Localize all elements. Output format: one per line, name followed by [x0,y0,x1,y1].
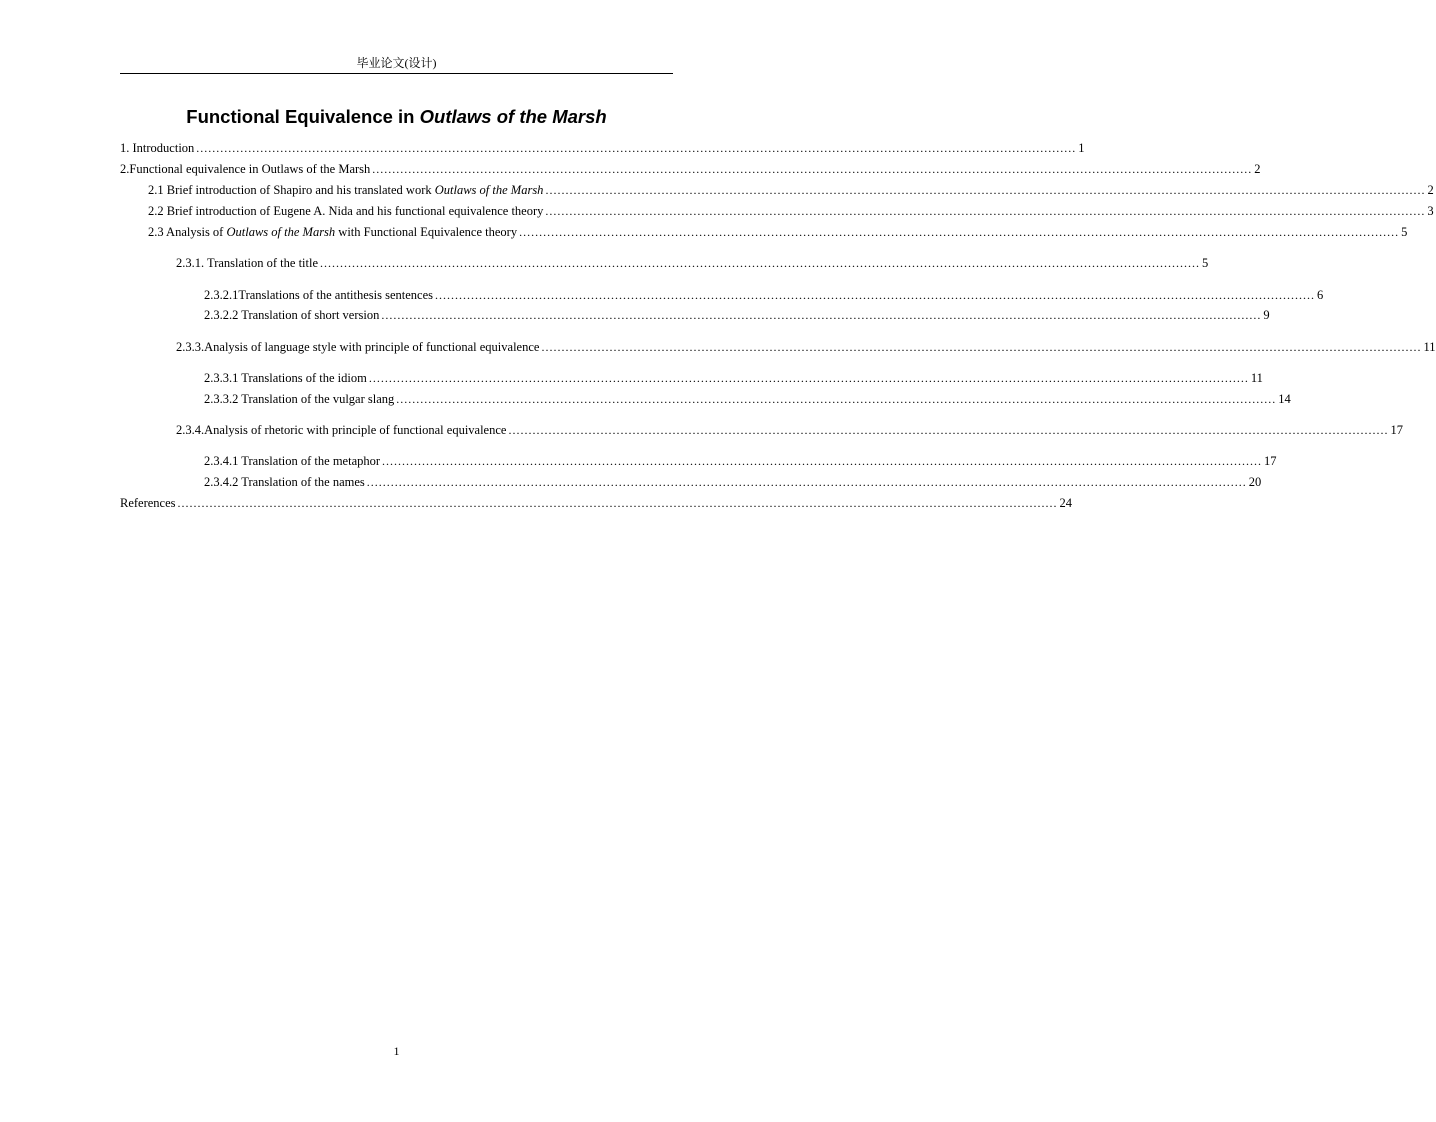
page-number-footer: 1 [393,1044,400,1058]
title-italic: Outlaws of the Marsh [419,106,607,127]
toc-entry-2-3-1[interactable] [176,255,1209,271]
toc-entry-label: 2.3.4.2 Translation of the names [204,475,365,489]
page-header: 毕业论文(设计) [356,56,437,70]
toc-entry-label: 2.2 Brief introduction of Eugene A. Nida and his functional equivalence theory [148,204,544,218]
toc-entry-label: 2.3.2.1Translations of the antithesis sentences [204,288,434,302]
toc-page-number: 9 [1263,308,1270,322]
toc-page-number: 17 [1390,423,1403,437]
toc-leader-dots: ............................................................................................................................................................................................................................ [366,475,1247,489]
toc-entry-label: 2.3.3.2 Translation of the vulgar slang [204,392,395,406]
toc-entry-italic: Outlaws of the Marsh [226,225,336,239]
toc-entry-introduction[interactable] [120,140,1085,156]
toc-entry-label: 2.3.3.1 Translations of the idiom [204,371,367,385]
toc-page-number: 5 [1401,225,1408,239]
toc-entry-label: 2.Functional equivalence in Outlaws of the Marsh [120,162,371,176]
toc-leader-dots: ............................................................................................................................................................................................................................ [320,256,1201,270]
toc-page-number: 3 [1427,204,1434,218]
toc-entry-label: 1. Introduction [120,141,195,155]
toc-entry-2-3-2-1[interactable] [204,287,1324,303]
toc-page-number: 1 [1078,141,1085,155]
toc-entry-2-2[interactable] [148,203,1434,219]
toc-page-number: 2 [1254,162,1261,176]
toc-leader-dots: ............................................................................................................................................................................................................................ [177,496,1058,510]
toc-leader-dots: ............................................................................................................................................................................................................................ [196,141,1077,155]
toc-entry-label: 2.3.4.Analysis of rhetoric with principle of functional equivalence [176,423,507,437]
document-title [120,106,673,128]
toc-entry-label: 2.3 Analysis of [148,225,227,239]
toc-leader-dots: ............................................................................................................................................................................................................................ [396,392,1277,406]
toc-entry-2-3-3-2[interactable] [204,391,1291,407]
toc-page-number: 6 [1317,288,1324,302]
toc-entry-italic: Outlaws of the Marsh [434,183,544,197]
toc-leader-dots: ............................................................................................................................................................................................................................ [545,204,1426,218]
toc-page-number: 5 [1202,256,1209,270]
toc-entry-label: 2.3.3.Analysis of language style with principle of functional equivalence [176,340,540,354]
toc-leader-dots: ............................................................................................................................................................................................................................ [368,371,1249,385]
toc-entry-references[interactable] [120,495,1073,511]
toc-leader-dots: ............................................................................................................................................................................................................................ [519,225,1400,239]
toc-page-number: 2 [1427,183,1434,197]
toc-entry-2-3-3-1[interactable] [204,370,1263,386]
toc-entry-label: References [120,496,176,510]
toc-entry-2-3[interactable] [148,224,1408,240]
toc-page-number: 11 [1423,340,1436,354]
toc-leader-dots: ............................................................................................................................................................................................................................ [541,340,1422,354]
title-main: Functional Equivalence in [186,106,420,127]
toc-leader-dots: ............................................................................................................................................................................................................................ [382,454,1263,468]
toc-leader-dots: ............................................................................................................................................................................................................................ [545,183,1426,197]
toc-entry-functional-equivalence[interactable] [120,161,1261,177]
toc-page-number: 24 [1059,496,1073,510]
toc-page-number: 11 [1250,371,1263,385]
toc-entry-2-3-4-2[interactable] [204,474,1262,490]
toc-entry-2-3-4-1[interactable] [204,453,1277,469]
toc-entry-label: 2.3.4.1 Translation of the metaphor [204,454,381,468]
toc-leader-dots: ............................................................................................................................................................................................................................ [372,162,1253,176]
toc-leader-dots: ............................................................................................................................................................................................................................ [435,288,1316,302]
toc-entry-2-1[interactable] [148,182,1434,198]
toc-entry-2-3-3[interactable] [176,339,1436,355]
toc-leader-dots: ............................................................................................................................................................................................................................ [381,308,1262,322]
toc-page-number: 14 [1278,392,1291,406]
toc-leader-dots: ............................................................................................................................................................................................................................ [508,423,1389,437]
toc-entry-2-3-4[interactable] [176,422,1403,438]
toc-entry-2-3-2-2[interactable] [204,307,1270,323]
header-divider [120,73,673,74]
toc-entry-label-suffix: with Functional Equivalence theory [335,225,518,239]
toc-entry-label: 2.1 Brief introduction of Shapiro and his translated work [148,183,435,197]
toc-entry-label: 2.3.2.2 Translation of short version [204,308,380,322]
toc-page-number: 17 [1264,454,1277,468]
toc-page-number: 20 [1248,475,1262,489]
toc-entry-label: 2.3.1. Translation of the title [176,256,319,270]
